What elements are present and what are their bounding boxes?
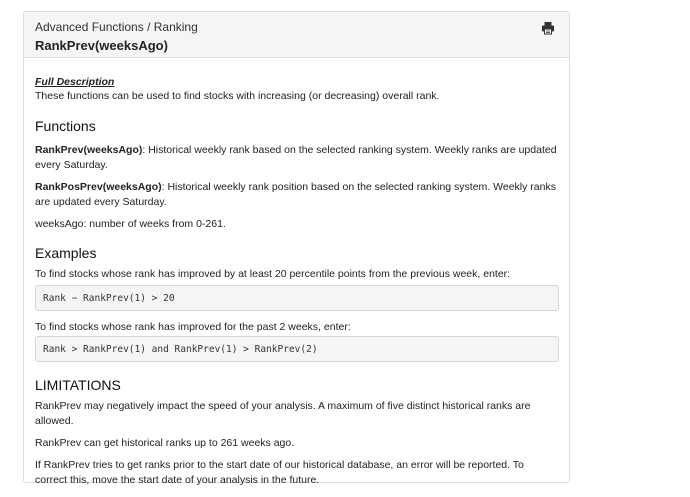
full-description-label: Full Description [35,76,115,88]
examples-heading: Examples [35,245,97,261]
limitation-item: RankPrev may negatively impact the speed of your analysis. A maximum of five distinct historical ranks are allowed. [35,400,531,427]
limitation-item: If RankPrev tries to get ranks prior to the start date of our historical database, an error will be reported. To correct this, move the start date of your analysis in the future. [35,459,524,486]
description-text: These functions can be used to find stocks with increasing (or decreasing) overall rank. [35,90,440,102]
limitations-heading: LIMITATIONS [35,377,121,393]
function-name: RankPrev(weeksAgo) [35,144,143,156]
panel-body [24,58,569,488]
function-desc: : Historical weekly rank based on the selected ranking system. Weekly ranks are updated every Saturday. [35,144,557,171]
print-icon[interactable] [541,21,555,35]
code-block: Rank > RankPrev(1) and RankPrev(1) > RankPrev(2) [35,336,559,362]
breadcrumb: Advanced Functions / Ranking [35,20,198,34]
functions-heading: Functions [35,118,96,134]
page-title: RankPrev(weeksAgo) [35,38,168,53]
param-text: weeksAgo: number of weeks from 0-261. [35,218,226,230]
function-item-rankposprev [35,180,558,210]
limitation-item: RankPrev can get historical ranks up to 261 weeks ago. [35,437,295,449]
example-text: To find stocks whose rank has improved by at least 20 percentile points from the previous week, enter: [35,268,511,280]
code-block: Rank − RankPrev(1) > 20 [35,285,559,311]
function-desc: : Historical weekly rank position based on the selected ranking system. Weekly ranks are updated every Saturday. [35,181,556,208]
function-name: RankPosPrev(weeksAgo) [35,181,162,193]
function-item-rankprev [35,143,558,173]
panel-header [24,12,569,58]
function-panel [23,11,570,486]
example-text: To find stocks whose rank has improved for the past 2 weeks, enter: [35,321,351,333]
